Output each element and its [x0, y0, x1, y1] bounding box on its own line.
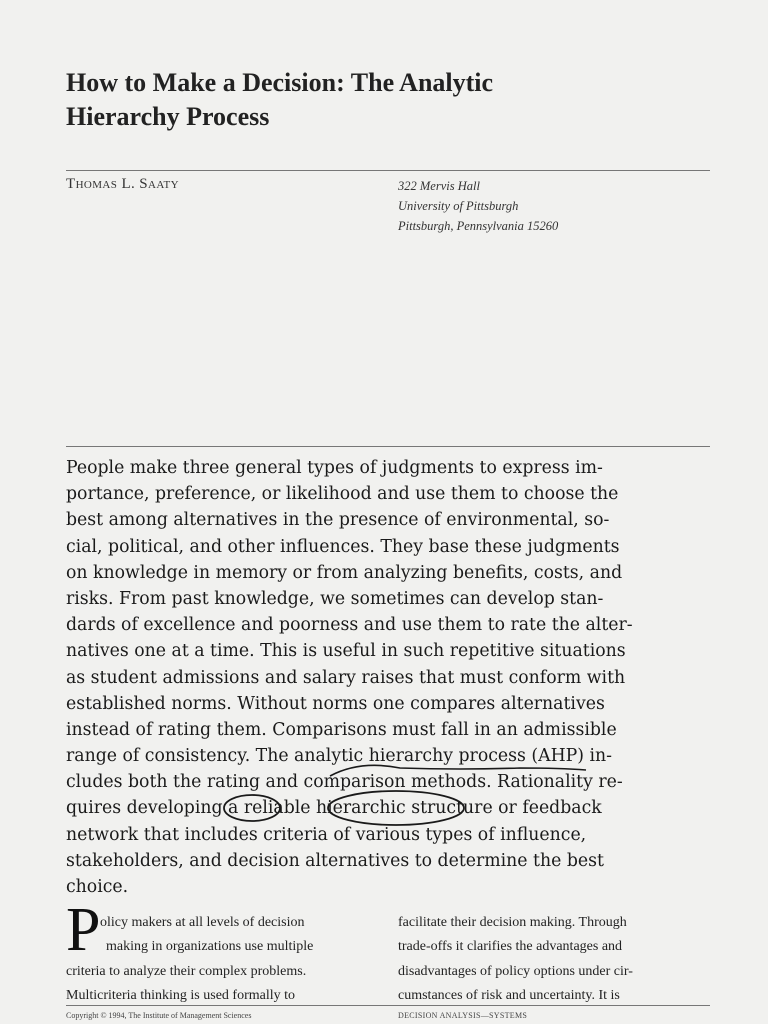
- abstract-line: network that includes criteria of various types of influence,: [66, 824, 587, 845]
- abstract-line: stakeholders, and decision alternatives to determine the best: [66, 850, 604, 871]
- body-line: facilitate their decision making. Through: [398, 915, 627, 930]
- address-line: 322 Mervis Hall: [398, 179, 480, 193]
- body-line: Multicriteria thinking is used formally to: [66, 988, 296, 1004]
- title-rule: [66, 170, 710, 171]
- title-line-1: How to Make a Decision: The Analytic: [66, 68, 494, 97]
- abstract-line: dards of excellence and poorness and use them to rate the alter-: [66, 615, 633, 636]
- abstract-line: cial, political, and other influences. They base these judgments: [66, 536, 620, 557]
- body-line: disadvantages of policy options under cir-: [398, 963, 633, 979]
- title-line-2: Hierarchy Process: [66, 102, 270, 131]
- body-line: olicy makers at all levels of decision: [100, 915, 305, 930]
- drop-cap: P: [66, 896, 101, 964]
- abstract: [66, 455, 716, 900]
- abstract-line: established norms. Without norms one compares alternatives: [66, 693, 605, 714]
- body-line: criteria to analyze their complex problems.: [66, 963, 307, 979]
- abstract-line: risks. From past knowledge, we sometimes can develop stan-: [66, 588, 604, 609]
- abstract-line: range of consistency. The analytic hierarchy process (AHP) in-: [66, 746, 613, 767]
- section-label: DECISION ANALYSIS—SYSTEMS: [398, 1011, 528, 1020]
- author-address: [398, 176, 558, 236]
- body-line: cumstances of risk and uncertainty. It is: [398, 988, 620, 1004]
- address-line: University of Pittsburgh: [398, 199, 519, 213]
- abstract-line: on knowledge in memory or from analyzing benefits, costs, and: [66, 562, 623, 583]
- copyright-notice: Copyright © 1994, The Institute of Management Sciences: [66, 1011, 252, 1020]
- abstract-line: best among alternatives in the presence of environmental, so-: [66, 510, 610, 531]
- abstract-line: cludes both the rating and comparison methods. Rationality re-: [66, 772, 623, 793]
- body-column-left: [66, 911, 386, 1009]
- abstract-line: natives one at a time. This is useful in such repetitive situations: [66, 641, 626, 662]
- abstract-line: instead of rating them. Comparisons must fall in an admissible: [66, 719, 617, 740]
- article-title: [66, 66, 686, 134]
- body-line: making in organizations use multiple: [106, 939, 314, 955]
- abstract-line: portance, preference, or likelihood and use them to choose the: [66, 484, 619, 505]
- author-name: Thomas L. Saaty: [66, 176, 179, 192]
- abstract-rule: [66, 446, 710, 447]
- abstract-line: as student admissions and salary raises that must conform with: [66, 667, 626, 688]
- abstract-line: quires developing a reliable hierarchic structure or feedback: [66, 798, 602, 819]
- body-line: trade-offs it clarifies the advantages and: [398, 939, 623, 955]
- body-column-right: [398, 911, 718, 1009]
- abstract-line: People make three general types of judgments to express im-: [66, 458, 603, 478]
- abstract-line: choice.: [66, 877, 129, 897]
- address-line: Pittsburgh, Pennsylvania 15260: [398, 219, 559, 233]
- footer-rule: [66, 1005, 710, 1006]
